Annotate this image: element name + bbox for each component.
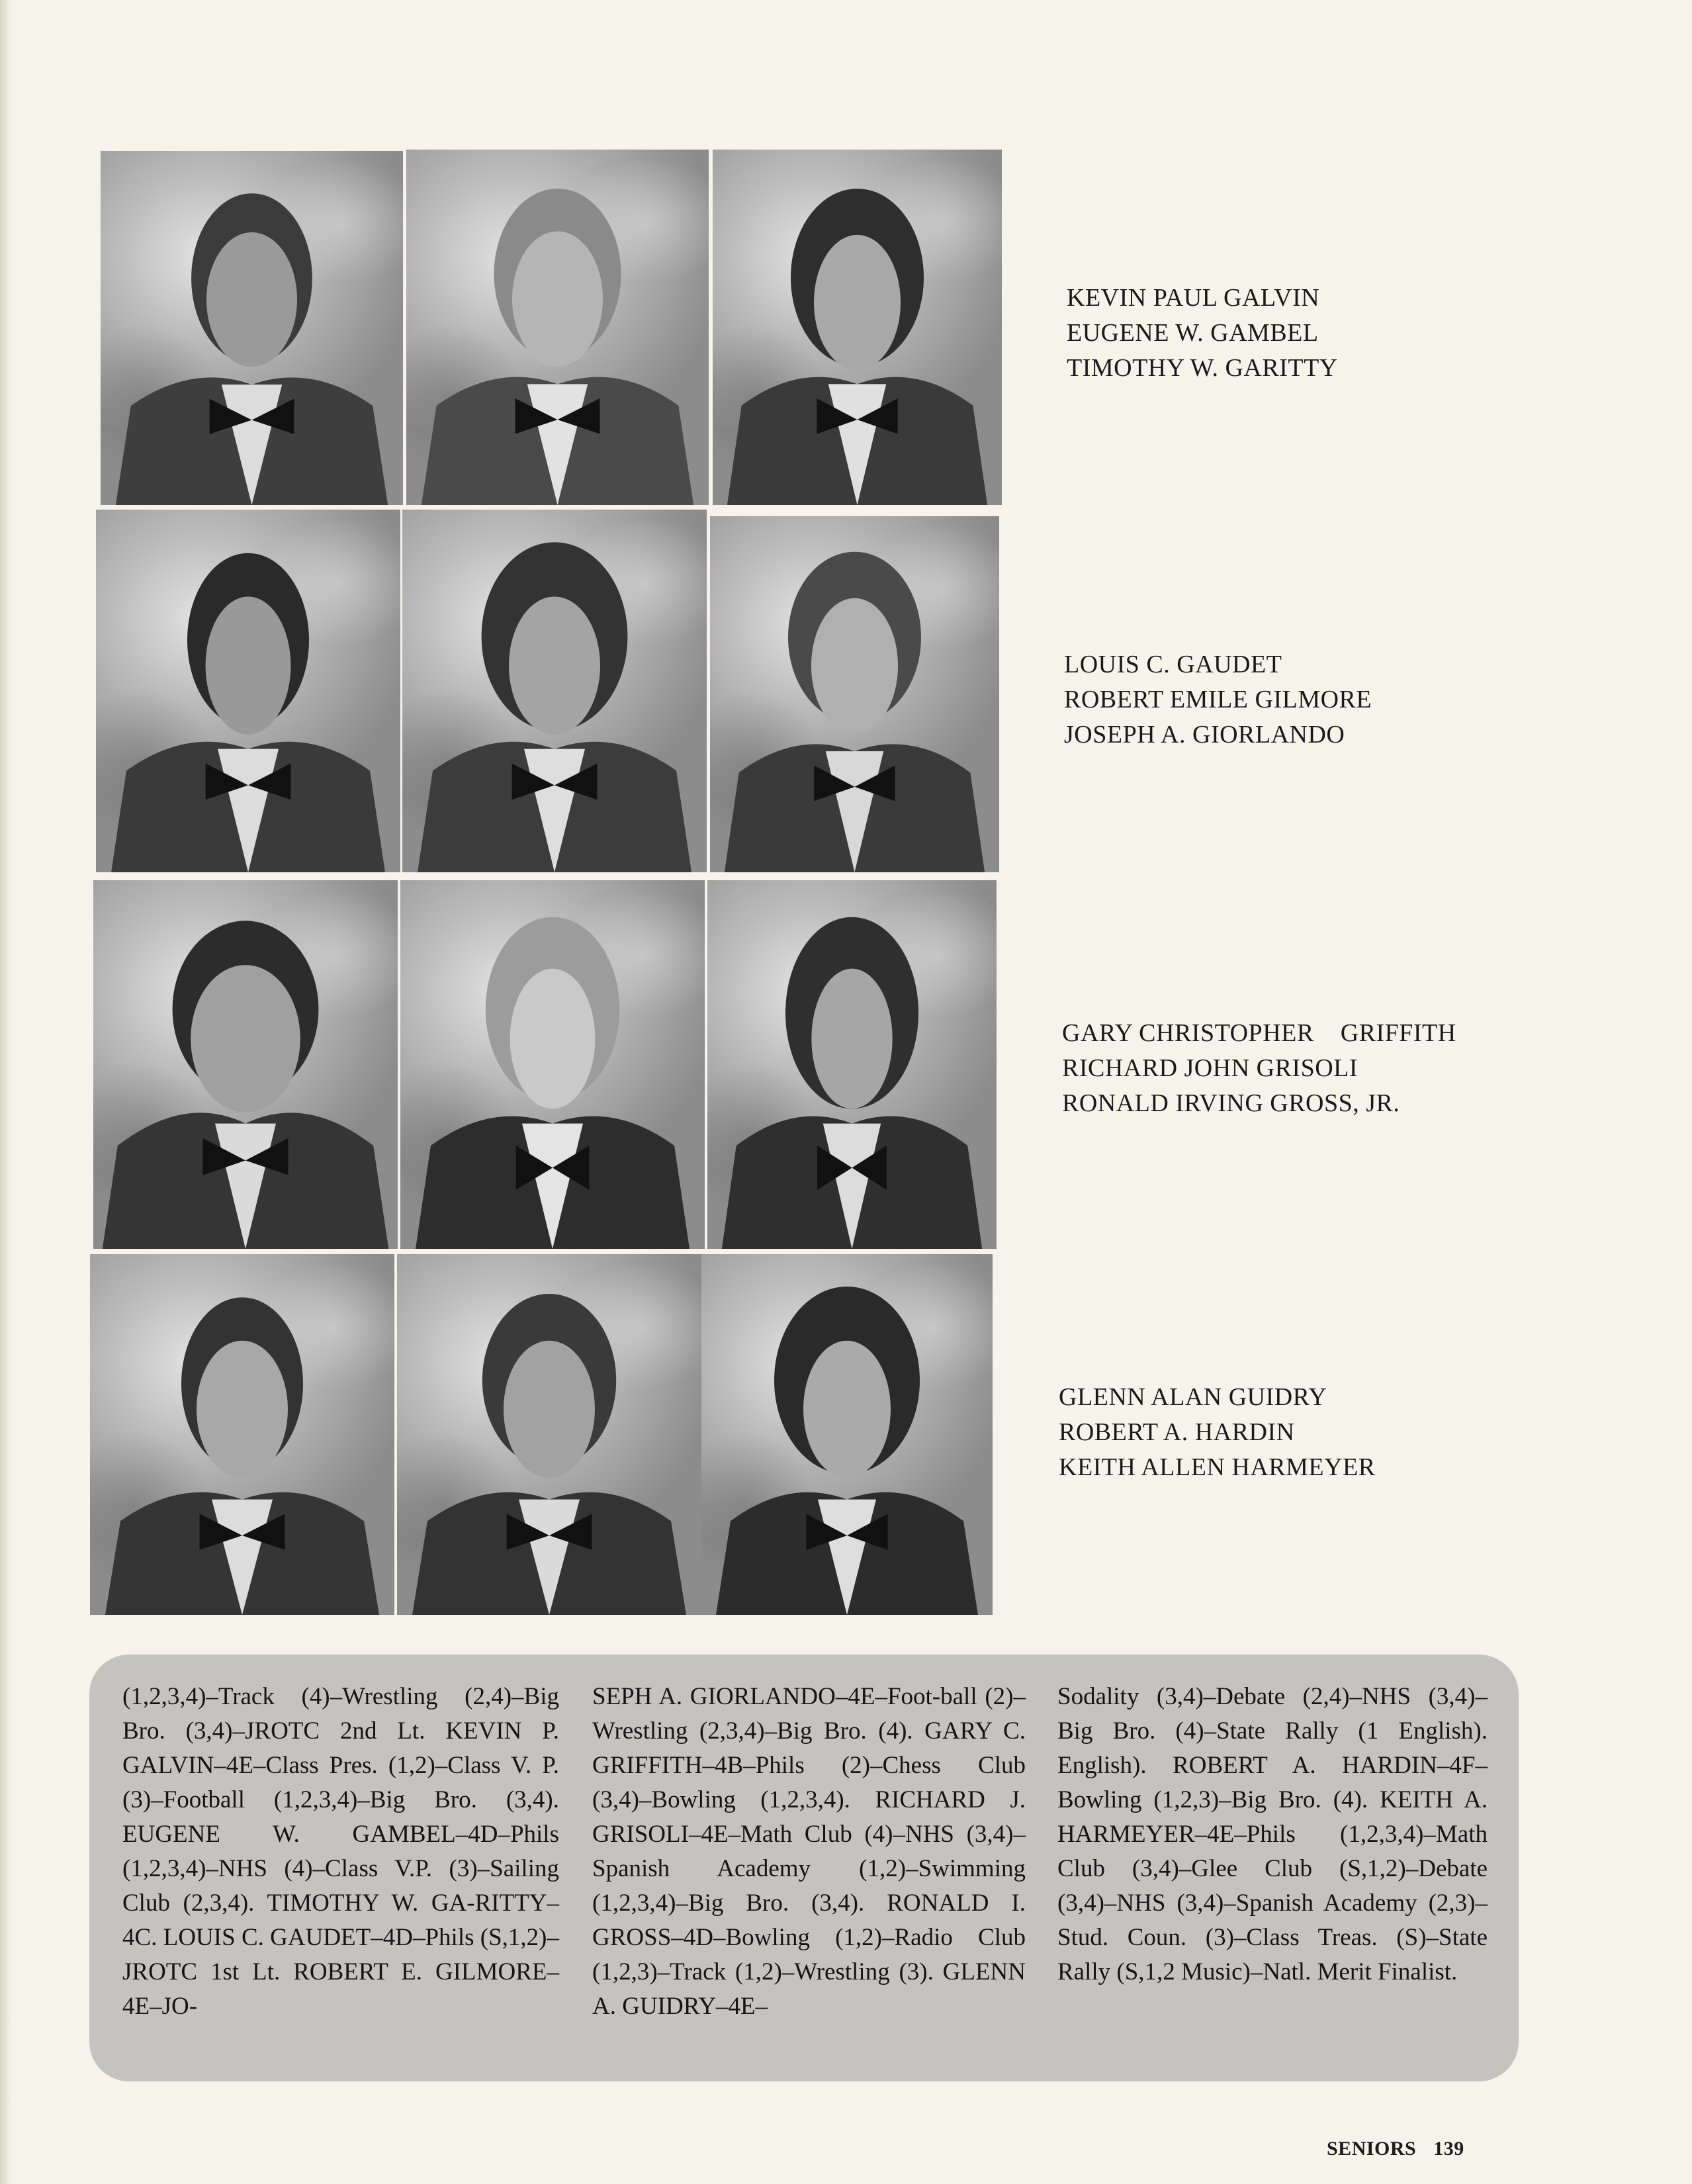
caption-column-2: SEPH A. GIORLANDO–4E–Foot-ball (2)–Wrestling (2,3,4)–Big Bro. (4). GARY C. GRIFFITH–4B–Phils (2)–Chess Club (3,4)–Bowling (1,2,3,4). RICHARD J. GRISOLI–4E–Math Club (4)–NHS (3,4)–Spanish Academy (1,2)–Swimming (1,2,3,4)–Big Bro. (3,4). RONALD I. GROSS–4D–Bowling (1,2)–Radio Club (1,2,3)–Track (1,2)–Wrestling (3). GLENN A. GUIDRY–4E– [592,1683,1026,2020]
name-group-2 [1064,647,1372,752]
portrait-photo [713,150,1002,505]
portrait-photo [90,1254,394,1615]
student-name: RICHARD JOHN GRISOLI [1062,1054,1358,1082]
caption-column-1: (1,2,3,4)–Track (4)–Wrestling (2,4)–Big Bro. (3,4)–JROTC 2nd Lt. KEVIN P. GALVIN–4E–Class Pres. (1,2)–Class V. P. (3)–Football (1,2,3,4)–Big Bro. (3,4). EUGENE W. GAMBEL–4D–Phils (1,2,3,4)–NHS (4)–Class V.P. (3)–Sailing Club (2,3,4). TIMOTHY W. GA-RITTY–4C. LOUIS C. GAUDET–4D–Phils (S,1,2)–JROTC 1st Lt. ROBERT E. GILMORE–4E–JO- [122,1683,559,2020]
student-name: GLENN ALAN GUIDRY [1059,1383,1327,1411]
name-group-1 [1067,281,1338,386]
student-name: KEITH ALLEN HARMEYER [1059,1453,1376,1481]
page-number: 139 [1433,2138,1464,2160]
portrait-photo [406,150,709,505]
portrait-photo [400,880,705,1249]
student-name: RONALD IRVING GROSS, JR. [1062,1089,1400,1117]
student-name: JOSEPH A. GIORLANDO [1064,721,1345,749]
student-name: LOUIS C. GAUDET [1064,651,1282,678]
portrait-photo [710,516,999,872]
name-group-4 [1059,1380,1376,1485]
student-name: EUGENE W. GAMBEL [1067,319,1319,347]
student-name: TIMOTHY W. GARITTY [1067,354,1338,382]
portrait-photo [101,151,403,505]
student-name: ROBERT A. HARDIN [1059,1418,1295,1446]
portrait-photo [397,1254,701,1615]
name-group-3 [1062,1016,1456,1121]
student-name: ROBERT EMILE GILMORE [1064,686,1372,713]
page-edge [0,0,12,2184]
portrait-photo [96,510,400,872]
page-footer [1327,2138,1464,2160]
portrait-photo [402,510,707,872]
caption-column-3: Sodality (3,4)–Debate (2,4)–NHS (3,4)–Big Bro. (4)–State Rally (1 English). English). ROBERT A. HARDIN–4F–Bowling (1,2,3)–Big Bro. (4). KEITH A. HARMEYER–4E–Phils (1,2,3,4)–Math Club (3,4)–Glee Club (S,1,2)–Debate (3,4)–NHS (3,4)–Spanish Academy (2,3)–Stud. Coun. (3)–Class Treas. (S)–State Rally (S,1,2 Music)–Natl. Merit Finalist. [1057,1683,1488,1985]
student-name: KEVIN PAUL GALVIN [1067,284,1320,312]
portrait-photo [707,880,997,1249]
portrait-photo [93,880,398,1249]
student-name: GARY CHRISTOPHER GRIFFITH [1062,1019,1456,1047]
section-label: SENIORS [1327,2138,1417,2160]
portrait-photo [701,1254,993,1615]
